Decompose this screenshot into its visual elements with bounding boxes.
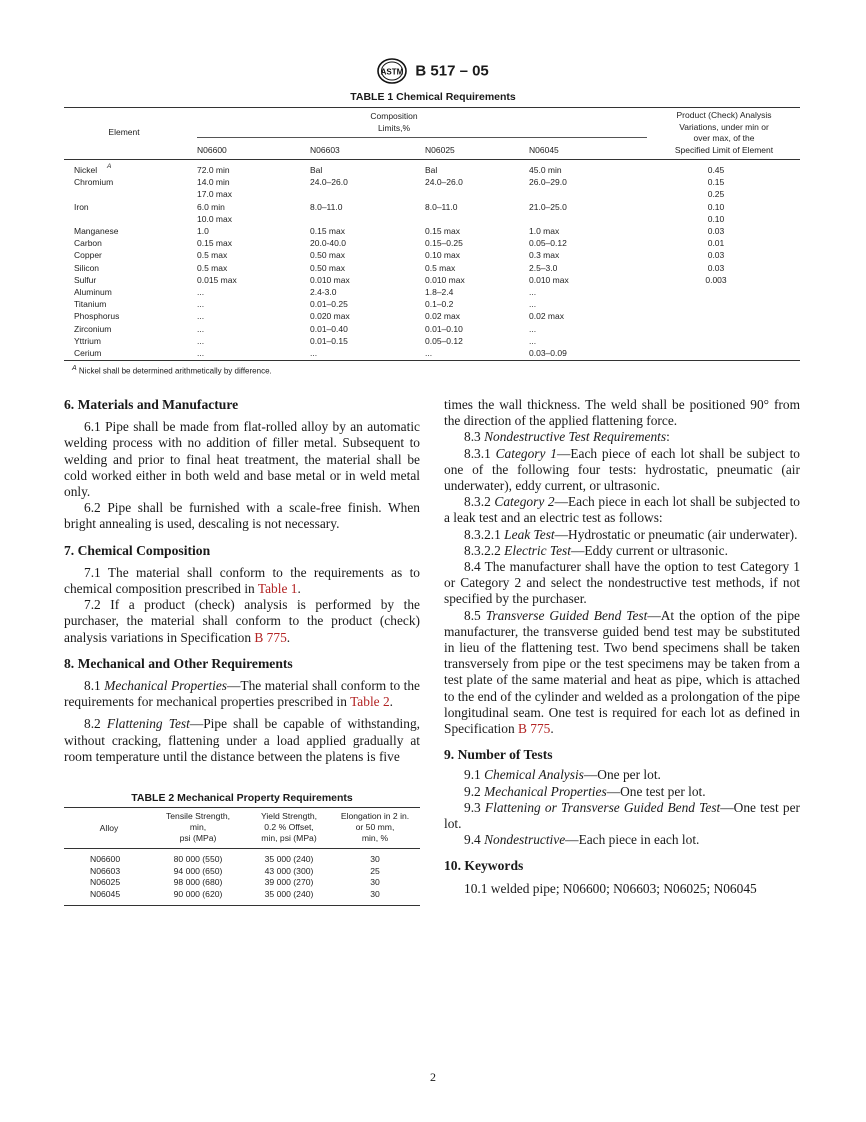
table2-header-rule (64, 848, 420, 849)
table1-footnote-ref: A (107, 163, 112, 170)
table2-bottom-rule (64, 905, 420, 906)
paragraph-8-3-2-1: 8.3.2.1 Leak Test—Hydrostatic or pneumatic (air underwater). (464, 526, 798, 542)
table1-value-cell: 0.3 max (529, 250, 560, 261)
table1-value-cell: ... (310, 348, 318, 358)
table1-variation-cell: 0.003 (705, 274, 727, 285)
table2-value-cell: 30 (370, 888, 380, 899)
table1-value-cell: ... (529, 299, 537, 310)
table2-value-cell: 80 000 (550) (173, 854, 223, 864)
table2-value-cell: 35 000 (240) (264, 854, 314, 864)
paragraph-8-2: 8.2 Flattening Test—Pipe shall be capable of withstanding, without cracking, flattening under a load applied gradually at room temperature until the distance between the platens is five (64, 716, 421, 764)
table1-element-cell: Silicon (74, 262, 100, 273)
document-header (0, 58, 866, 84)
table2-header: Alloy (99, 823, 119, 833)
table1-value-cell: 0.5 max (197, 262, 228, 273)
table1-value-cell: ... (197, 348, 205, 358)
table1-alloy-header: N06600 (197, 145, 227, 155)
paragraph-8-5: 8.5 Transverse Guided Bend Test—At the option of the pipe manufacturer, the transverse guided bend test may be substituted in lieu of the flattening test. Two bend specimens shall be taken transversely from pipe or the test specimens may be taken from a test plate of the same material and heat as pipe, which is attached to the end of the cylinder and welded as a prolongation of the pipe longitudinal seam. One test is required for each lot as defined in Specification B 775. (444, 607, 800, 737)
left-column (64, 397, 420, 765)
table1-value-cell: 20.0-40.0 (310, 238, 346, 249)
table1-header-rule (64, 159, 800, 160)
table1-variation-cell: 0.03 (707, 262, 725, 273)
table1-variation-header: Product (Check) Analysis Variations, under min or over max, of the Specified Limit of Element (674, 110, 774, 155)
table1-value-cell: 0.05–0.12 (425, 335, 463, 346)
table2-link[interactable]: Table 2 (350, 694, 390, 710)
paragraph-9-3: 9.3 Flattening or Transverse Guided Bend Test—One test per lot. (444, 799, 800, 832)
table1-alloy-header: N06025 (425, 145, 455, 155)
paragraph-9-2: 9.2 Mechanical Properties—One test per lot. (464, 783, 706, 799)
table2-header: Yield Strength, 0.2 % Offset, min, psi (MPa) (260, 811, 318, 843)
table2-title: TABLE 2 Mechanical Property Requirements (131, 792, 353, 804)
table1-value-cell: 0.02 max (425, 311, 460, 322)
section-9-heading: 9. Number of Tests (444, 747, 553, 763)
astm-logo-icon (377, 58, 407, 84)
table2-value-cell: 30 (370, 877, 380, 887)
table1-value-cell: 10.0 max (197, 213, 232, 224)
table1-value-cell: 0.1–0.2 (425, 299, 454, 310)
table1-value-cell: 24.0–26.0 (425, 177, 463, 188)
table1-value-cell: 0.15 max (197, 238, 232, 249)
table1-value-cell: ... (425, 348, 433, 358)
table1-value-cell: 0.15 max (425, 226, 460, 236)
table1-bottom-rule (64, 360, 800, 361)
footnote-mark: A (72, 365, 77, 372)
table2-top-rule (64, 807, 420, 808)
right-column (444, 397, 800, 897)
footnote-text: Nickel shall be determined arithmetically by difference. (78, 366, 272, 376)
table2-value-cell: 98 000 (680) (173, 877, 223, 887)
designation: B 517 – 05 (415, 62, 489, 80)
table1-value-cell: 0.5 max (425, 262, 456, 273)
table1-value-cell: 26.0–29.0 (529, 177, 567, 188)
table1-value-cell: ... (529, 335, 537, 346)
table1-element-cell: Chromium (74, 177, 114, 188)
table2-header: Elongation in 2 in. or 50 mm, min, % (340, 811, 410, 843)
table2-alloy-cell: N06600 (90, 854, 121, 864)
table1-value-cell: 2.4-3.0 (310, 287, 337, 297)
table1-value-cell: ... (197, 311, 205, 322)
table1-element-cell: Nickel (74, 165, 98, 175)
table1-value-cell: 0.50 max (310, 262, 345, 273)
table1-variation-cell: 0.03 (707, 226, 725, 236)
table1-element-cell: Titanium (74, 299, 107, 310)
paragraph-8-4: 8.4 The manufacturer shall have the option to test Category 1 or Category 2 and select the nondestructive test methods, if not specified by the purchaser. (444, 559, 800, 607)
table2-value-cell: 30 (370, 854, 380, 864)
table1-subheader-rule (197, 137, 647, 138)
table1-element-cell: Zirconium (74, 323, 112, 334)
table1-value-cell: ... (197, 335, 205, 346)
table1-element-cell: Copper (74, 250, 102, 261)
table2-value-cell: 43 000 (300) (264, 865, 314, 876)
paragraph-8-3-2-2: 8.3.2.2 Electric Test—Eddy current or ultrasonic. (464, 542, 728, 558)
section-7-heading: 7. Chemical Composition (64, 542, 211, 558)
table1-composition-header: Composition Limits,% (370, 111, 418, 133)
section-10-heading: 10. Keywords (444, 858, 524, 874)
table1-element-cell: Iron (74, 201, 89, 212)
table1-variation-cell: 0.15 (707, 177, 725, 188)
table1-variation-cell: 0.45 (707, 165, 725, 175)
table1-alloy-header: N06603 (310, 145, 340, 155)
table1-value-cell: 0.50 max (310, 250, 345, 261)
table1-link[interactable]: Table 1 (257, 581, 298, 597)
table1-value-cell: 0.05–0.12 (529, 238, 567, 249)
table1-top-rule (64, 107, 800, 108)
table1-value-cell: 1.8–2.4 (425, 287, 454, 297)
paragraph-6-2: 6.2 Pipe shall be furnished with a scale-free finish. When bright annealing is used, descaling is not necessary. (64, 500, 420, 532)
paragraph-6-1: 6.1 Pipe shall be made from flat-rolled alloy by an automatic welding process with no addition of filler metal. Subsequent to welding and prior to final heat treatment, the material shall be cold worked either in both weld and base metal or in weld metal only. (64, 419, 420, 500)
table1-value-cell: 1.0 max (529, 226, 560, 236)
table1-value-cell: ... (197, 299, 205, 310)
table2-value-cell: 35 000 (240) (264, 888, 314, 899)
table1-element-cell: Cerium (74, 348, 102, 358)
table1-element-header: Element (108, 127, 140, 137)
paragraph-10-1: 10.1 welded pipe; N06600; N06603; N06025; N06045 (464, 880, 757, 896)
table1-value-cell: Bal (425, 165, 438, 175)
table1-value-cell: 0.03–0.09 (529, 348, 567, 358)
table1-value-cell: 6.0 min (197, 201, 225, 212)
table1-value-cell: 14.0 min (197, 177, 230, 188)
table1-value-cell: 21.0–25.0 (529, 201, 567, 212)
table1-element-cell: Yttrium (74, 335, 101, 346)
paragraph-8-3-2: 8.3.2 Category 2—Each piece in each lot shall be subjected to a leak test and an electric test as follows: (444, 494, 801, 526)
table1-variation-cell: 0.10 (707, 201, 725, 212)
table1-value-cell: ... (529, 287, 537, 297)
table2-value-cell: 25 (370, 865, 380, 876)
table1-variation-cell: 0.25 (707, 189, 725, 200)
table1-value-cell: Bal (310, 165, 323, 175)
table1-value-cell: 0.01–0.40 (310, 323, 348, 334)
table1-value-cell: 17.0 max (197, 189, 232, 200)
table1-value-cell: 0.02 max (529, 311, 564, 322)
paragraph-7-1: 7.1 The material shall conform to the requirements as to chemical composition prescribed in Table 1. (64, 564, 420, 597)
paragraph-8-3-1: 8.3.1 Category 1—Each piece of each lot shall be subject to one of the following four tests: hydrostatic, pneumatic (air underwater), eddy current, or ultrasonic. (444, 445, 800, 494)
table1-value-cell: 0.01–0.25 (310, 299, 348, 310)
table1-value-cell: 0.020 max (310, 311, 350, 322)
table2-header: Tensile Strength, min, psi (MPa) (165, 811, 230, 843)
table1-alloy-header: N06045 (529, 145, 559, 155)
table1-variation-cell: 0.03 (707, 250, 725, 261)
table1-value-cell: 2.5–3.0 (529, 262, 558, 273)
table1-value-cell: 0.015 max (197, 274, 237, 285)
table1-footnote (72, 365, 272, 376)
table1-value-cell: 8.0–11.0 (310, 201, 343, 212)
table2-alloy-cell: N06025 (90, 877, 121, 887)
astm-logo-text: ASTM (380, 67, 404, 77)
table1-value-cell: 0.15–0.25 (425, 238, 463, 249)
table1-value-cell: 0.010 max (529, 274, 569, 285)
table1-value-cell: 0.10 max (425, 250, 460, 261)
table1-value-cell: 0.15 max (310, 226, 345, 236)
paragraph-9-1: 9.1 Chemical Analysis—One per lot. (464, 767, 661, 783)
table1-value-cell: ... (197, 287, 205, 297)
table2-value-cell: 39 000 (270) (264, 877, 314, 887)
b775-link[interactable]: B 775 (254, 629, 287, 645)
table2-alloy-cell: N06603 (90, 865, 121, 876)
table1-element-cell: Aluminum (74, 287, 112, 297)
paragraph-7-2: 7.2 If a product (check) analysis is performed by the purchaser, the material shall conform to the product (check) analysis variations in Specification B 775. (64, 597, 420, 645)
table2-alloy-cell: N06045 (90, 888, 121, 899)
paragraph-8-1: 8.1 Mechanical Properties—The material shall conform to the requirements for mechanical properties prescribed in Table 2. (64, 678, 421, 710)
paragraph-8-3: 8.3 Nondestructive Test Requirements: (464, 429, 670, 445)
table1-value-cell: 0.010 max (310, 274, 350, 285)
section-6-heading: 6. Materials and Manufacture (64, 397, 239, 412)
page-number: 2 (430, 1070, 436, 1084)
table1-value-cell: 8.0–11.0 (425, 201, 458, 212)
table1-value-cell: ... (197, 323, 205, 334)
table1-value-cell: ... (529, 323, 537, 334)
b775-link[interactable]: B 775 (518, 721, 551, 737)
table1-variation-cell: 0.10 (707, 213, 725, 224)
table2-value-cell: 90 000 (620) (173, 888, 223, 899)
table1-element-cell: Manganese (74, 226, 119, 236)
section-8-heading: 8. Mechanical and Other Requirements (64, 655, 293, 671)
table2-value-cell: 94 000 (650) (173, 865, 223, 876)
paragraph-9-4: 9.4 Nondestructive—Each piece in each lot. (464, 832, 700, 848)
table1-value-cell: 0.01–0.15 (310, 335, 348, 346)
table1-value-cell: 0.010 max (425, 274, 465, 285)
table1-element-cell: Phosphorus (74, 311, 120, 322)
paragraph-8-2-continued: times the wall thickness. The weld shall be positioned 90° from the direction of the applied flattening force. (444, 397, 800, 429)
table1-title: TABLE 1 Chemical Requirements (350, 91, 516, 103)
table1-variation-cell: 0.01 (707, 238, 725, 249)
table1-element-cell: Carbon (74, 238, 102, 249)
table1-value-cell: 0.5 max (197, 250, 228, 261)
table1-value-cell: 0.01–0.10 (425, 323, 463, 334)
table1-value-cell: 72.0 min (197, 165, 230, 175)
table1-value-cell: 24.0–26.0 (310, 177, 348, 188)
table1-element-cell: Sulfur (74, 274, 97, 285)
table1-value-cell: 1.0 (197, 226, 209, 236)
table1-value-cell: 45.0 min (529, 165, 562, 175)
